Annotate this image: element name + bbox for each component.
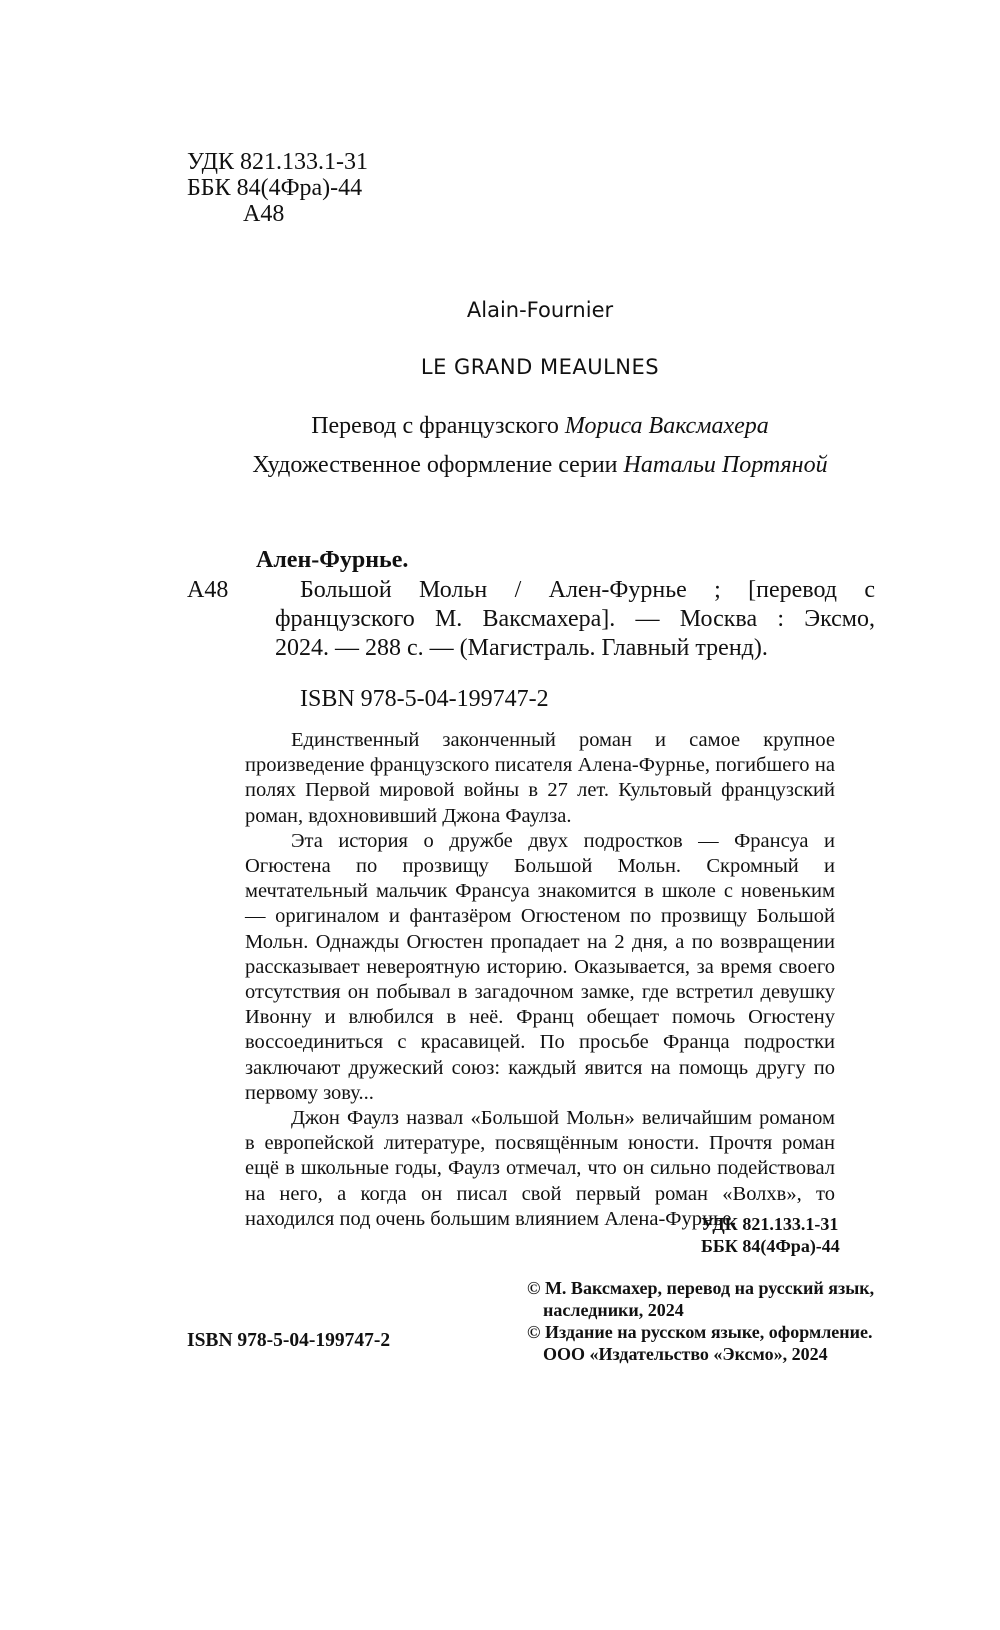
annotation-paragraph: Джон Фаулз назвал «Большой Мольн» величайшим романом в европейской литературе, посвящённым юности. Прочтя роман ещё в школьные годы, Фаулз отмечал, что он сильно подействовал на него, а когда он писал свой первый роман «Волхв», то находился под очень большим влиянием Алена-Фурнье. <box>245 1107 835 1230</box>
copyright-edition-cont: ООО «Издательство «Эксмо», 2024 <box>543 1344 828 1364</box>
original-author: Alain-Fournier <box>466 298 614 322</box>
designer-name: Натальи Портяной <box>623 452 828 478</box>
original-title: LE GRAND MEAULNES <box>420 355 660 379</box>
bib-line-3: 2024. — 288 с. — (Магистраль. Главный тренд). <box>275 635 768 661</box>
footer-udk: УДК 821.133.1-31 <box>701 1214 839 1234</box>
annotation-paragraph: Эта история о дружбе двух подростков — Франсуа и Огюстена по прозвищу Большой Мольн. Скромный и мечтательный мальчик Франсуа знакомится в школе с новеньким — оригиналом и фантазёром Огюстеном по прозвищу Большой Мольн. Однажды Огюстен пропадает на 2 дня, а по возвращении рассказывает невероятную историю. Оказывается, за время своего отсутствия он побывал в загадочном замке, где встретил девушку Ивонну и влюбился в неё. Франц обещает помочь Огюстену воссоединиться с красавицей. По просьбе Франца подростки заключают дружеский союз: каждый явится на помощь другу по первому зову... <box>245 829 835 1104</box>
bib-author-sign: А48 <box>187 577 229 603</box>
annotation-paragraph: Единственный законченный роман и самое крупное произведение французского писателя Алена-Фурнье, погибшего на полях Первой мировой войны в 27 лет. Культовый французский роман, вдохновивший Джона Фаулза. <box>245 729 835 827</box>
bib-heading: Ален-Фурнье. <box>256 547 409 573</box>
design-prefix: Художественное оформление серии <box>252 452 624 478</box>
author-sign: А48 <box>243 201 285 227</box>
annotation <box>245 728 835 1232</box>
footer-bbk: ББК 84(4Фра)-44 <box>701 1236 840 1256</box>
copyright-translation: © М. Ваксмахер, перевод на русский язык, <box>527 1278 875 1298</box>
translation-credit <box>0 412 1000 440</box>
design-credit <box>0 451 1000 479</box>
bib-line-1: Большой Мольн / Ален-Фурнье ; [перевод с <box>300 577 875 603</box>
translation-prefix: Перевод с французского <box>311 413 565 439</box>
bib-line-2: французского М. Ваксмахера]. — Москва : Эксмо, <box>275 606 875 632</box>
bib-isbn: ISBN 978-5-04-199747-2 <box>300 686 549 712</box>
bib-description <box>275 576 875 663</box>
copyright-translation-cont: наследники, 2024 <box>543 1300 684 1320</box>
copyright-edition: © Издание на русском языке, оформление. <box>527 1322 873 1342</box>
translator-name: Мориса Ваксмахера <box>564 413 769 439</box>
bbk-code: ББК 84(4Фра)-44 <box>187 175 363 201</box>
footer-isbn: ISBN 978-5-04-199747-2 <box>187 1330 391 1351</box>
udk-code: УДК 821.133.1-31 <box>187 149 368 175</box>
